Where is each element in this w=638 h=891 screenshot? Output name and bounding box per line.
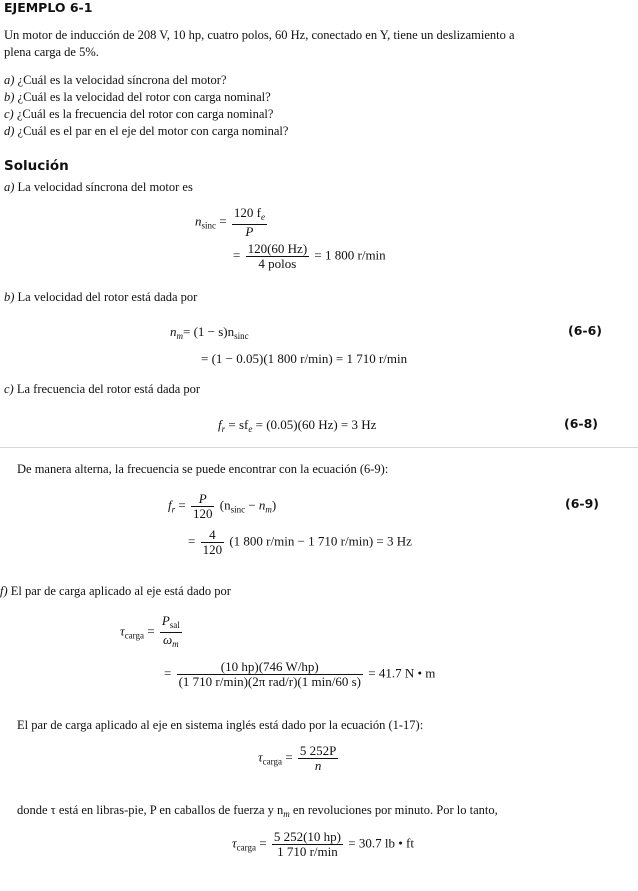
example-heading: EJEMPLO 6-1 [4,0,93,15]
question-d [4,124,288,139]
equation-sync-speed-2: = $\frac{120(60 Hz)}{\text{4 polos}}$ = 1 800 r/min [233,241,386,271]
frac-den: ω [162,632,173,647]
equation-rotor-frequency: $f_r = sf_e = (0.05)(60$ Hz) = 3 Hz [218,417,377,434]
question-text: ¿Cuál es el par en el eje del motor con carga nominal? [17,124,289,138]
frac-num: P [191,492,215,507]
fraction [298,744,338,773]
equation-alt-frequency-2: = $\frac{4}{120}$ (1 800 r/min − 1 710 r/min) = 3 Hz [188,527,412,557]
question-letter: a) [4,73,15,87]
frac-num: 120 f [233,205,261,220]
equation-sync-speed: $n_{sinc}$ = $\frac{120 f_e}{P}$ [195,205,265,239]
where-end: en revoluciones por minuto. Por lo tanto, [289,803,498,817]
frac-num: (10 hp)(746 W/hp) [177,660,363,675]
eq-result: = 30.7 lb • ft [348,835,414,851]
eq-subscript: carga [124,630,144,641]
eq-subscript: sinc [201,220,216,231]
part-letter: a) [4,180,15,194]
eq-result: = 1 800 r/min [314,247,386,263]
frac-num: 120(60 Hz) [247,241,308,256]
question-letter: d) [4,124,15,138]
part-text: La velocidad síncrona del motor es [17,180,193,194]
eq-line: = sf [228,417,249,432]
frac-den: (1 710 r/min)(2π rad/r)(1 min/60 s) [178,674,361,689]
eq-line: (n [219,497,231,513]
equation-load-torque: $\tau_{carga}$ = $\frac{P_{sal}}{\omega_m}$ [120,613,180,649]
eq-line: = (1 − s)n [183,324,235,339]
fraction [246,242,310,271]
frac-den: 120 [202,542,223,557]
part-text: La velocidad del rotor está dada por [17,290,198,304]
equation-number-6-8: (6-8) [564,416,599,431]
eq-subscript: m [172,639,179,649]
fraction [160,614,182,651]
where-subscript: m [283,809,290,819]
part-b-text [4,290,197,305]
frac-num: P [161,613,170,628]
part-text: El par de carga aplicado al eje está dado por [10,584,231,598]
part-letter: c) [4,382,14,396]
equation-load-torque-2: = $\frac{(10 hp)(746 W/hp)}{\text{(1 710 r/min)(2π rad/r)(1 min/60 s)}}$ = 41.7 N • m [164,659,436,689]
intro-line-2: plena carga de 5%. [4,45,99,59]
part-d-text [0,584,231,599]
frac-den: P [245,224,254,239]
frac-num: 4 [201,528,225,543]
part-letter: b) [4,290,15,304]
eq-subscript: sinc [234,331,249,341]
frac-num: 5 252(10 hp) [273,829,341,844]
question-b [4,90,271,105]
frac-den: 120 [192,506,213,521]
eq-subscript: sal [169,620,180,630]
part-letter: f) [0,584,8,598]
part-c-text [4,382,200,397]
question-letter: b) [4,90,15,104]
eq-subscript: e [260,212,265,222]
fraction [272,830,343,859]
question-text: ¿Cuál es la frecuencia del rotor con carga nominal? [16,107,274,121]
fraction [201,528,225,557]
where-main: donde τ está en libras-pie, P en caballos de fuerza y n [17,803,284,817]
question-c [4,107,273,122]
where-text [17,803,498,819]
section-divider [0,447,638,448]
question-letter: c) [4,107,14,121]
intro-line-1: Un motor de inducción de 208 V, 10 hp, cuatro polos, 60 Hz, conectado en Y, tiene un deslizamiento a [4,28,515,42]
frac-den: 1 710 r/min [277,844,338,859]
eq-result: = 41.7 N • m [368,665,436,681]
part-text: La frecuencia del rotor está dada por [16,382,201,396]
fraction [177,660,363,689]
equation-number-6-9: (6-9) [565,496,600,511]
eq-line-rest: = (0.05)(60 Hz) = 3 Hz [252,417,377,432]
equation-rotor-speed-2: = (1 − 0.05)(1 800 r/min) = 1 710 r/min [201,351,408,366]
frac-den: n [314,758,322,773]
english-system-text: El par de carga aplicado al eje en sistema inglés está dado por la ecuación (1-17): [17,718,424,732]
equation-alt-frequency: $f_r$ = $\frac{P}{120}$ $(n_{sinc} - n_m)$ [168,491,277,521]
question-a [4,73,227,88]
equation-number-6-6: (6-6) [568,323,603,338]
solution-heading: Solución [4,158,69,174]
question-text: ¿Cuál es la velocidad del rotor con carga nominal? [17,90,271,104]
part-a-text [4,180,193,195]
fraction [232,206,267,239]
frac-num: 5 252P [299,743,337,758]
alternate-text: De manera alterna, la frecuencia se puede encontrar con la ecuación (6-9): [17,462,389,476]
eq-symbol: n [195,213,202,229]
equation-english-torque: $\tau_{carga}$ = $\frac{5 252P}{n}$ [258,743,337,773]
fraction [191,492,215,521]
frac-den: 4 polos [258,256,297,271]
equation-rotor-speed: $n_m= (1 - s)n_{sinc}$ [170,324,249,341]
question-text: ¿Cuál es la velocidad síncrona del motor? [17,73,227,87]
equation-final-torque: $\tau_{carga}$ = $\frac{5 252(10 hp)}{1 710 r/\min}$ = 30.7 lb • ft [232,829,414,859]
eq-line: (1 800 r/min − 1 710 r/min) = 3 Hz [229,533,412,549]
